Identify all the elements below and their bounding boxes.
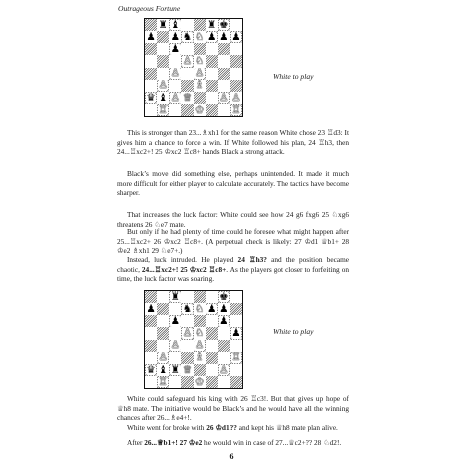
square-e7 xyxy=(194,31,206,43)
page-number: 6 xyxy=(229,452,234,461)
square-h3 xyxy=(230,80,242,92)
square-h6 xyxy=(230,43,242,55)
square-h8 xyxy=(230,291,242,303)
square-d3 xyxy=(181,80,193,92)
square-e8 xyxy=(194,291,206,303)
paragraph-4 xyxy=(117,227,349,256)
square-g4 xyxy=(218,68,230,80)
white-piece-b1: ♖ xyxy=(158,375,168,388)
square-e6 xyxy=(194,315,206,327)
square-f5 xyxy=(206,327,218,339)
square-g5 xyxy=(218,55,230,67)
square-g5 xyxy=(218,327,230,339)
white-piece-d5: ♙ xyxy=(182,327,193,340)
square-h7 xyxy=(230,31,242,43)
square-e3 xyxy=(194,352,206,364)
text-run: That increases the luck factor: White could see how 24 g6 fxg6 25 ♘xg6 threatens 26 ♘e7 mate. xyxy=(117,210,349,229)
square-b3 xyxy=(157,352,169,364)
square-d2 xyxy=(181,92,193,104)
square-a3 xyxy=(145,352,157,364)
square-e6 xyxy=(194,43,206,55)
black-piece-f7: ♟ xyxy=(206,31,217,43)
square-g7 xyxy=(218,31,230,43)
square-g8 xyxy=(218,19,230,31)
square-g1 xyxy=(218,104,230,116)
square-b1 xyxy=(157,104,169,116)
square-h2 xyxy=(230,364,242,376)
square-c2 xyxy=(169,92,181,104)
move-notation-bold: 26 ♔d1?? xyxy=(206,423,237,432)
black-piece-c8: ♝ xyxy=(170,19,181,31)
square-d2 xyxy=(181,364,193,376)
chess-diagram-2 xyxy=(144,290,243,389)
white-piece-b1: ♖ xyxy=(158,103,168,116)
square-f2 xyxy=(206,364,218,376)
square-e2 xyxy=(194,92,206,104)
square-h1 xyxy=(230,104,242,116)
black-piece-c6: ♟ xyxy=(170,315,181,328)
white-piece-c4: ♙ xyxy=(170,67,181,80)
black-piece-d7: ♞ xyxy=(182,303,193,315)
white-piece-d5: ♙ xyxy=(182,55,193,68)
square-e5 xyxy=(194,327,206,339)
square-d3 xyxy=(181,352,193,364)
square-h1 xyxy=(230,376,242,388)
square-d1 xyxy=(181,104,193,116)
square-b6 xyxy=(157,43,169,55)
white-piece-e1: ♔ xyxy=(194,103,205,116)
square-g7 xyxy=(218,303,230,315)
square-c3 xyxy=(169,80,181,92)
square-d5 xyxy=(181,55,193,67)
square-e2 xyxy=(194,364,206,376)
square-h7 xyxy=(230,303,242,315)
square-h2 xyxy=(230,92,242,104)
black-piece-a7: ♟ xyxy=(146,31,156,43)
square-c3 xyxy=(169,352,181,364)
square-e5 xyxy=(194,55,206,67)
black-piece-h5: ♟ xyxy=(231,327,241,340)
square-b8 xyxy=(157,19,169,31)
square-a1 xyxy=(145,376,157,388)
square-b8 xyxy=(157,291,169,303)
square-e1 xyxy=(194,104,206,116)
square-f7 xyxy=(206,31,218,43)
square-a1 xyxy=(145,104,157,116)
text-run: and the position became chaotic, xyxy=(117,255,349,274)
square-c1 xyxy=(169,376,181,388)
square-c4 xyxy=(169,68,181,80)
black-piece-b2: ♝ xyxy=(158,91,168,104)
square-h5 xyxy=(230,55,242,67)
square-d8 xyxy=(181,19,193,31)
square-g1 xyxy=(218,376,230,388)
square-b5 xyxy=(157,327,169,339)
white-piece-d2: ♕ xyxy=(182,363,193,376)
white-piece-e3: ♗ xyxy=(194,351,205,364)
square-c5 xyxy=(169,55,181,67)
square-b6 xyxy=(157,315,169,327)
square-d5 xyxy=(181,327,193,339)
white-piece-e4: ♙ xyxy=(194,339,205,352)
square-d1 xyxy=(181,376,193,388)
square-f2 xyxy=(206,92,218,104)
square-g3 xyxy=(218,352,230,364)
black-piece-g8: ♚ xyxy=(219,19,229,31)
square-a8 xyxy=(145,19,157,31)
black-piece-h7: ♟ xyxy=(231,31,241,43)
white-piece-e5: ♘ xyxy=(194,327,205,340)
text-run: After xyxy=(127,438,145,447)
running-head: Outrageous Fortune xyxy=(118,4,181,13)
square-d8 xyxy=(181,291,193,303)
square-a6 xyxy=(145,43,157,55)
text-run: White went for broke with xyxy=(127,423,207,432)
square-c6 xyxy=(169,315,181,327)
square-f4 xyxy=(206,340,218,352)
square-a5 xyxy=(145,55,157,67)
white-piece-e7: ♘ xyxy=(194,31,205,43)
square-b4 xyxy=(157,340,169,352)
white-piece-g2: ♙ xyxy=(219,363,229,376)
chess-diagram-1 xyxy=(144,18,243,117)
white-piece-e4: ♙ xyxy=(194,67,205,80)
square-a7 xyxy=(145,303,157,315)
paragraph-5 xyxy=(117,255,349,284)
black-piece-a2: ♛ xyxy=(146,363,156,376)
square-g2 xyxy=(218,364,230,376)
square-a3 xyxy=(145,80,157,92)
square-a4 xyxy=(145,68,157,80)
square-a4 xyxy=(145,340,157,352)
square-h6 xyxy=(230,315,242,327)
black-piece-b2: ♝ xyxy=(158,363,168,376)
square-h4 xyxy=(230,68,242,80)
paragraph-2 xyxy=(117,169,349,198)
square-b3 xyxy=(157,80,169,92)
square-g6 xyxy=(218,43,230,55)
diagram-2-caption: White to play xyxy=(273,327,314,336)
paragraph-7 xyxy=(117,423,349,433)
square-d7 xyxy=(181,303,193,315)
white-piece-e3: ♗ xyxy=(194,79,205,92)
square-f3 xyxy=(206,352,218,364)
text-run: Instead, luck intruded. He played xyxy=(127,255,238,264)
move-notation-bold: 24 ♖h3? xyxy=(237,255,267,264)
black-piece-g6: ♟ xyxy=(219,315,229,328)
square-a7 xyxy=(145,31,157,43)
black-piece-c6: ♟ xyxy=(170,43,181,56)
square-g4 xyxy=(218,340,230,352)
white-piece-c2: ♙ xyxy=(170,91,181,104)
white-piece-c4: ♙ xyxy=(170,339,181,352)
square-b5 xyxy=(157,55,169,67)
square-c5 xyxy=(169,327,181,339)
square-a8 xyxy=(145,291,157,303)
square-c7 xyxy=(169,303,181,315)
square-e1 xyxy=(194,376,206,388)
white-piece-e1: ♔ xyxy=(194,375,205,388)
square-c8 xyxy=(169,291,181,303)
square-a2 xyxy=(145,92,157,104)
square-f8 xyxy=(206,19,218,31)
square-a5 xyxy=(145,327,157,339)
paragraph-6 xyxy=(117,394,349,423)
text-run: . As the players got closer to forfeiting on time, the luck factor was soaring. xyxy=(117,264,349,284)
text-run: he would win in case of 27...♕c2+?? 28 ♘d2!. xyxy=(202,438,342,447)
black-piece-c2: ♜ xyxy=(170,363,181,376)
text-run: This is stronger than 23...♗xh1 for the same reason White chose 23 ♖d3: It gives him a chance to force a win. If White followed his plan, 24 ♖h3, then 24...♖xc2+! 25 ♔xc2 ♖c8+ hands Black a strong attack. xyxy=(117,128,349,157)
black-piece-c8: ♜ xyxy=(170,291,181,303)
square-b2 xyxy=(157,364,169,376)
square-f4 xyxy=(206,68,218,80)
square-f5 xyxy=(206,55,218,67)
white-piece-h3: ♖ xyxy=(231,351,241,364)
black-piece-f7: ♟ xyxy=(206,303,217,315)
square-h5 xyxy=(230,327,242,339)
square-b4 xyxy=(157,68,169,80)
square-c7 xyxy=(169,31,181,43)
square-f3 xyxy=(206,80,218,92)
square-b7 xyxy=(157,31,169,43)
paragraph-8 xyxy=(117,438,349,448)
square-g6 xyxy=(218,315,230,327)
white-piece-b3: ♙ xyxy=(158,79,168,92)
black-piece-g8: ♚ xyxy=(219,291,229,303)
square-f7 xyxy=(206,303,218,315)
square-g3 xyxy=(218,80,230,92)
square-d4 xyxy=(181,340,193,352)
black-piece-g7: ♟ xyxy=(219,31,229,43)
square-f8 xyxy=(206,291,218,303)
square-f6 xyxy=(206,43,218,55)
square-c2 xyxy=(169,364,181,376)
white-piece-e5: ♘ xyxy=(194,55,205,68)
black-piece-a7: ♟ xyxy=(146,303,156,315)
square-d6 xyxy=(181,43,193,55)
paragraph-1 xyxy=(117,128,349,157)
square-c8 xyxy=(169,19,181,31)
white-piece-h2: ♙ xyxy=(231,91,241,104)
square-h4 xyxy=(230,340,242,352)
square-h8 xyxy=(230,19,242,31)
square-f1 xyxy=(206,376,218,388)
text-run: Black’s move did something else, perhaps unintended. It made it much more difficult for either player to calculate accurately. The tactics have become sharper. xyxy=(117,169,349,198)
square-f6 xyxy=(206,315,218,327)
square-a2 xyxy=(145,364,157,376)
text-run: But only if he had plenty of time could he foresee what might happen after 25...♖xc2+ 26 ♔xc2 ♖c8+. (A perpetual check is likely: 27 ♔d1 ♕b1+ 28 ♔e2 ♗xh1 29 ♘e7+.) xyxy=(117,227,349,256)
move-notation-bold: 24...♖xc2+! 25 ♔xc2 ♖c8+ xyxy=(141,264,227,274)
square-b1 xyxy=(157,376,169,388)
square-e4 xyxy=(194,68,206,80)
square-c6 xyxy=(169,43,181,55)
square-a6 xyxy=(145,315,157,327)
white-piece-g2: ♙ xyxy=(219,91,229,104)
diagram-1-caption: White to play xyxy=(273,72,314,81)
square-h3 xyxy=(230,352,242,364)
square-c1 xyxy=(169,104,181,116)
white-piece-h1: ♖ xyxy=(231,103,241,116)
white-piece-d2: ♕ xyxy=(182,91,193,104)
square-d7 xyxy=(181,31,193,43)
black-piece-c7: ♟ xyxy=(170,31,181,43)
square-e4 xyxy=(194,340,206,352)
square-g8 xyxy=(218,291,230,303)
square-d6 xyxy=(181,315,193,327)
black-piece-d7: ♞ xyxy=(182,31,193,43)
square-g2 xyxy=(218,92,230,104)
square-b7 xyxy=(157,303,169,315)
move-notation-bold: 26...♕b1+! 27 ♔e2 xyxy=(144,438,203,447)
square-e8 xyxy=(194,19,206,31)
square-e3 xyxy=(194,80,206,92)
text-run: and kept his ♕h8 mate plan alive. xyxy=(236,423,338,432)
square-d4 xyxy=(181,68,193,80)
black-piece-a2: ♛ xyxy=(146,91,156,104)
square-b2 xyxy=(157,92,169,104)
black-piece-f8: ♜ xyxy=(206,19,217,31)
white-piece-e7: ♘ xyxy=(194,303,205,315)
white-piece-b3: ♙ xyxy=(158,351,168,364)
black-piece-g7: ♟ xyxy=(219,303,229,315)
square-c4 xyxy=(169,340,181,352)
square-e7 xyxy=(194,303,206,315)
text-run: White could safeguard his king with 26 ♖c3!. But that gives up hope of ♕h8 mate. The initiative would be Black’s and he would have all the winning chances after 26...♗e4+!. xyxy=(117,394,349,423)
square-f1 xyxy=(206,104,218,116)
black-piece-b8: ♜ xyxy=(158,19,168,31)
